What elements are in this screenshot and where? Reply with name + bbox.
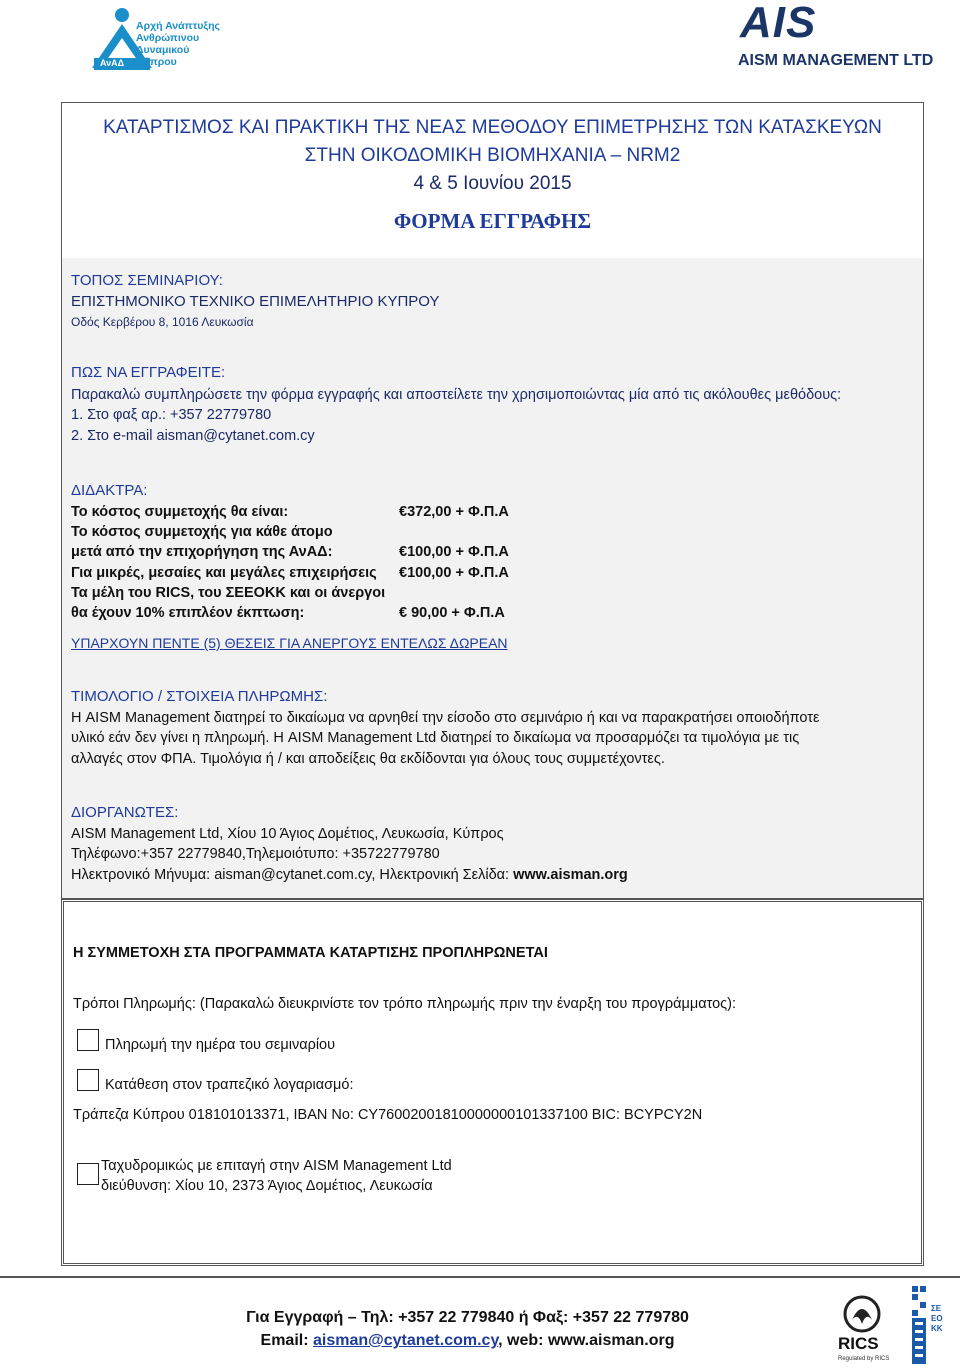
anad-name-line3: Δυναμικού (136, 44, 190, 56)
invoice-line3: αλλαγές στον ΦΠΑ. Τιμολόγια ή / και αποδείξεις θα εκδίδονται για όλους τους συμμετέχοντες. (71, 751, 665, 767)
rics-emblem-icon (836, 1294, 896, 1334)
cheque-checkbox[interactable] (77, 1163, 99, 1185)
payment-panel (61, 899, 924, 1266)
footer-email-prefix: Email: (260, 1332, 313, 1349)
cheque-label-line2: διεύθυνση: Χίου 10, 2373 Άγιος Δομέτιος, Λευκωσία (101, 1178, 433, 1194)
fee-row4-price: € 90,00 + Φ.Π.Α (399, 605, 505, 621)
fee-row2-label-b: μετά από την επιχορήγηση της ΑνΑΔ: (71, 544, 333, 560)
organizers-email-prefix: Ηλεκτρονικό Μήνυμα: (71, 867, 215, 883)
footer-email-line (0, 1332, 935, 1350)
register-heading: ΠΩΣ ΝΑ ΕΓΓΡΑΦΕΙΤΕ: (71, 364, 226, 381)
footer-email-link[interactable]: aisman@cytanet.com.cy (312, 1332, 499, 1349)
footer-divider (0, 1276, 960, 1278)
register-method-email (71, 428, 315, 444)
rics-mark: RICS (838, 1334, 879, 1353)
ais-company-name: AISM MANAGEMENT LTD (738, 52, 934, 69)
bank-details: Τράπεζα Κύπρου 018101013371, IBAN No: CY76002001810000000101337100 BIC: BCYPCY2N (73, 1107, 703, 1123)
ais-mark: AIS (740, 0, 817, 47)
rics-logo (836, 1294, 896, 1366)
anad-name-line1: Αρχή Ανάπτυξης (136, 20, 220, 32)
fee-row3-price: €100,00 + Φ.Π.Α (399, 565, 509, 581)
fee-row2-price: €100,00 + Φ.Π.Α (399, 544, 509, 560)
course-date: 4 & 5 Ιουνίου 2015 (413, 173, 572, 194)
organizers-heading: ΔΙΟΡΓΑΝΩΤΕΣ: (71, 804, 179, 821)
prepay-notice: Η ΣΥΜΜΕΤΟΧΗ ΣΤΑ ΠΡΟΓΡΑΜΜΑΤΑ ΚΑΤΑΡΤΙΣΗΣ ΠΡΟΠΛΗΡΩΝΕΤΑΙ (73, 945, 548, 961)
anad-name-line2: Ανθρώπινου (136, 32, 200, 44)
footer-contact-line: Για Εγγραφή – Τηλ: +357 22 779840 ή Φαξ: +357 22 779780 (246, 1309, 689, 1326)
seeokk-logo (910, 1284, 946, 1366)
free-seats-notice: ΥΠΑΡΧΟΥΝ ΠΕΝΤΕ (5) ΘΕΣΕΙΣ ΓΙΑ ΑΝΕΡΓΟΥΣ ΕΝΤΕΛΩΣ ΔΩΡΕΑΝ (71, 635, 508, 651)
seeokk-wordmark: ΣΕΕΟΚΚ (931, 1304, 943, 1333)
bank-deposit-checkbox[interactable] (77, 1069, 99, 1091)
fee-row4-label-b: θα έχουν 10% επιπλέον έκπτωση: (71, 605, 305, 621)
cheque-label-line1: Ταχυδρομικώς με επιταγή στην AISM Management Ltd (101, 1158, 452, 1174)
register-email[interactable]: aisman@cytanet.com.cy (156, 428, 315, 444)
fee-row1-label: Το κόστος συμμετοχής θα είναι: (71, 504, 289, 520)
register-instructions: Παρακαλώ συμπληρώσετε την φόρμα εγγραφής και αποστείλετε την χρησιμοποιώντας μία από τις ακόλουθες μεθόδους: (71, 387, 842, 403)
invoice-line1: Η AISM Management διατηρεί το δικαίωμα να αρνηθεί την είσοδο στο σεμινάριο ή και να παρακρατήσει οποιοδήποτε (71, 710, 820, 726)
register-method-fax: 1. Στο φαξ αρ.: +357 22779780 (71, 407, 272, 423)
payment-methods-label: Τρόποι Πληρωμής: (Παρακαλώ διευκρινίστε τον τρόπο πληρωμής πριν την έναρξη του προγράμματος): (73, 996, 737, 1012)
organizers-contact (71, 867, 628, 883)
footer-web-text: , web: www.aisman.org (498, 1332, 675, 1349)
header-box (61, 102, 924, 259)
invoice-heading: ΤΙΜΟΛΟΓΙΟ / ΣΤΟΙΧΕΙΑ ΠΛΗΡΩΜΗΣ: (71, 688, 328, 705)
rics-caption: Regulated by RICS (838, 1356, 890, 1362)
form-title: ΦΟΡΜΑ ΕΓΓΡΑΦΗΣ (393, 209, 592, 233)
organizers-address: AISM Management Ltd, Χίου 10 Άγιος Δομέτιος, Λευκωσία, Κύπρος (71, 826, 504, 842)
anad-name-line4: Κύπρου (136, 56, 177, 68)
fees-heading: ΔΙΔΑΚΤΡΑ: (71, 482, 148, 499)
venue-name: ΕΠΙΣΤΗΜΟΝΙΚΟ ΤΕΧΝΙΚΟ ΕΠΙΜΕΛΗΤΗΡΙΟ ΚΥΠΡΟΥ (71, 293, 440, 310)
invoice-line2: υλικό εάν δεν γίνει η πληρωμή. Η AISM Management Ltd διατηρεί το δικαίωμα να προσαρμόζει τα τιμολόγια με τις (71, 730, 800, 746)
anad-badge: ΑνΑΔ (100, 58, 125, 68)
organizers-web-prefix: , Ηλεκτρονική Σελίδα: (371, 867, 514, 883)
ais-logo (738, 0, 934, 74)
course-title-line1: ΚΑΤΑΡΤΙΣΜΟΣ ΚΑΙ ΠΡΑΚΤΙΚΗ ΤΗΣ ΝΕΑΣ ΜΕΘΟΔΟΥ ΕΠΙΜΕΤΡΗΣΗΣ ΤΩΝ ΚΑΤΑΣΚΕΥΩΝ (103, 117, 882, 138)
register-method-email-prefix: 2. Στο e-mail (71, 428, 157, 444)
organizers-email[interactable]: aisman@cytanet.com.cy (214, 867, 372, 883)
fee-row3-label: Για μικρές, μεσαίες και μεγάλες επιχειρήσεις (71, 565, 377, 581)
fee-row2-label-a: Το κόστος συμμετοχής για κάθε άτομο (71, 524, 333, 540)
organizers-phone: Τηλέφωνο:+357 22779840,Τηλεμοιότυπο: +35722779780 (71, 846, 440, 862)
organizers-web[interactable]: www.aisman.org (513, 867, 628, 883)
info-panel (61, 258, 924, 899)
pay-on-day-checkbox[interactable] (77, 1029, 99, 1051)
course-title-line2: ΣΤΗΝ ΟΙΚΟΔΟΜΙΚΗ ΒΙΟΜΗΧΑΝΙΑ – NRM2 (304, 145, 681, 166)
venue-heading: ΤΟΠΟΣ ΣΕΜΙΝΑΡΙΟΥ: (71, 272, 223, 289)
bank-deposit-label: Κατάθεση στον τραπεζικό λογαριασμό: (105, 1077, 354, 1093)
fee-row1-price: €372,00 + Φ.Π.Α (399, 504, 509, 520)
fee-row4-label-a: Τα μέλη του RICS, του ΣΕΕΟΚΚ και οι άνεργοι (71, 585, 386, 601)
pay-on-day-label: Πληρωμή την ημέρα του σεμιναρίου (105, 1037, 336, 1053)
venue-address: Οδός Κερβέρου 8, 1016 Λευκωσία (71, 315, 254, 329)
anad-logo (88, 6, 238, 72)
